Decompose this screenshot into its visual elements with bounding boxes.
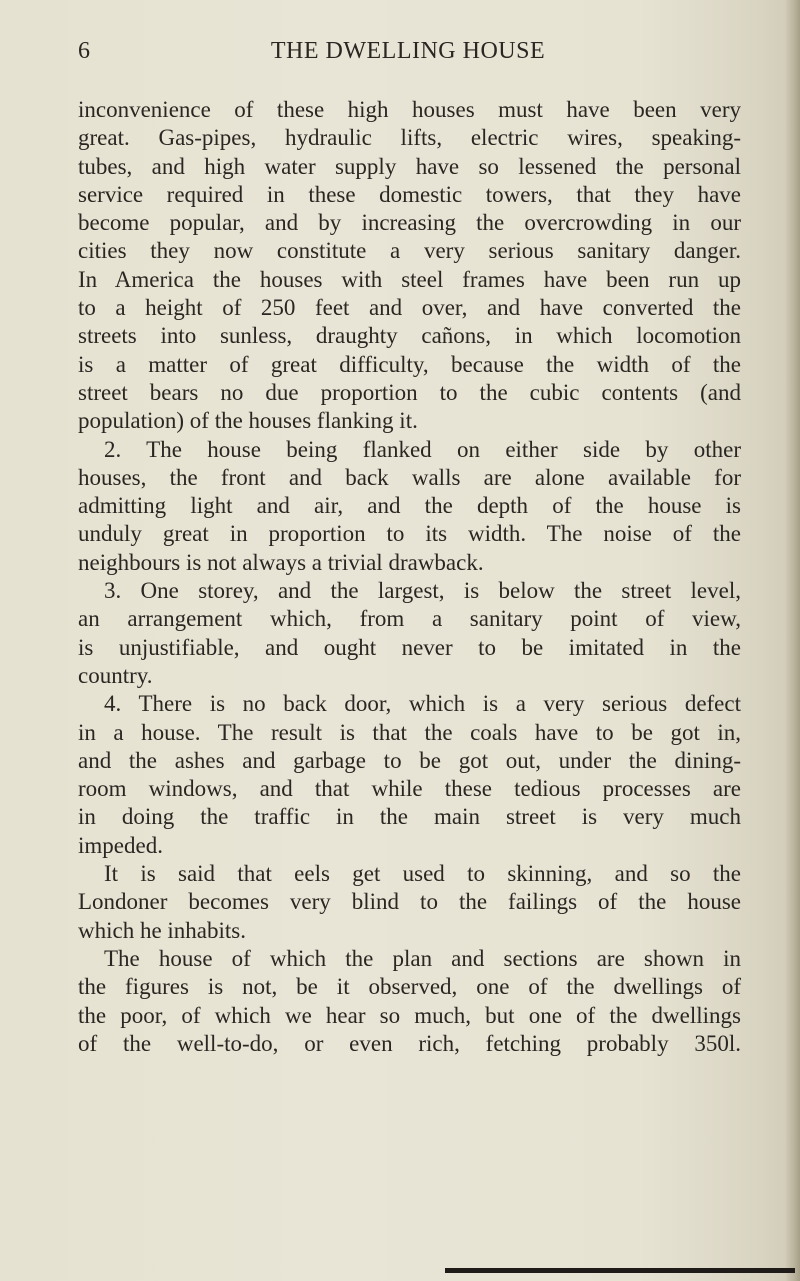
- text-line: the poor, of which we hear so much, but one of the dwellings: [78, 1002, 741, 1028]
- text-line: In America the houses with steel frames have been run up: [78, 266, 741, 292]
- text-line: It is said that eels get used to skinning, and so the: [104, 861, 741, 887]
- page-number: 6: [78, 38, 90, 64]
- text-line: become popular, and by increasing the overcrowding in our: [78, 210, 741, 236]
- text-line: Londoner becomes very blind to the failings of the house: [78, 889, 741, 915]
- text-line: streets into sunless, draughty cañons, in which locomotion: [78, 323, 741, 349]
- running-head: THE DWELLING HOUSE: [270, 38, 546, 64]
- page-edge-shadow: [786, 0, 800, 1281]
- text-line: cities they now constitute a very serious sanitary danger.: [78, 238, 741, 264]
- page-header: [78, 38, 738, 74]
- text-line: is unjustifiable, and ought never to be imitated in the: [78, 634, 741, 660]
- text-line: great. Gas-pipes, hydraulic lifts, electric wires, speaking-: [78, 125, 741, 151]
- body-text: [78, 96, 741, 1058]
- text-line: admitting light and air, and the depth of the house is: [78, 493, 741, 519]
- text-line: 2. The house being flanked on either side by other: [104, 436, 741, 462]
- text-line: in a house. The result is that the coals have to be got in,: [78, 719, 741, 745]
- text-line: street bears no due proportion to the cubic contents (and: [78, 379, 741, 405]
- text-line: The house of which the plan and sections are shown in: [104, 945, 741, 971]
- text-line: which he inhabits.: [78, 917, 246, 943]
- text-line: of the well-to-do, or even rich, fetching probably 350l.: [78, 1030, 741, 1056]
- text-line: the figures is not, be it observed, one of the dwellings of: [78, 974, 741, 1000]
- text-line: 4. There is no back door, which is a very serious defect: [104, 691, 741, 717]
- bottom-rule: [445, 1268, 795, 1273]
- text-line: country.: [78, 662, 153, 688]
- text-line: to a height of 250 feet and over, and have converted the: [78, 295, 741, 321]
- text-line: neighbours is not always a trivial drawback.: [78, 549, 484, 575]
- text-line: service required in these domestic towers, that they have: [78, 181, 741, 207]
- text-line: tubes, and high water supply have so lessened the personal: [78, 153, 741, 179]
- text-line: an arrangement which, from a sanitary point of view,: [78, 606, 741, 632]
- text-line: unduly great in proportion to its width. The noise of the: [78, 521, 741, 547]
- text-line: inconvenience of these high houses must have been very: [78, 97, 741, 122]
- text-line: and the ashes and garbage to be got out, under the dining-: [78, 747, 741, 773]
- text-line: is a matter of great difficulty, because the width of the: [78, 351, 741, 377]
- text-line: 3. One storey, and the largest, is below the street level,: [104, 578, 741, 604]
- text-line: room windows, and that while these tedious processes are: [78, 776, 741, 802]
- text-line: impeded.: [78, 832, 163, 858]
- text-line: houses, the front and back walls are alone available for: [78, 464, 741, 490]
- text-line: in doing the traffic in the main street is very much: [78, 804, 741, 830]
- text-line: population) of the houses flanking it.: [78, 408, 418, 434]
